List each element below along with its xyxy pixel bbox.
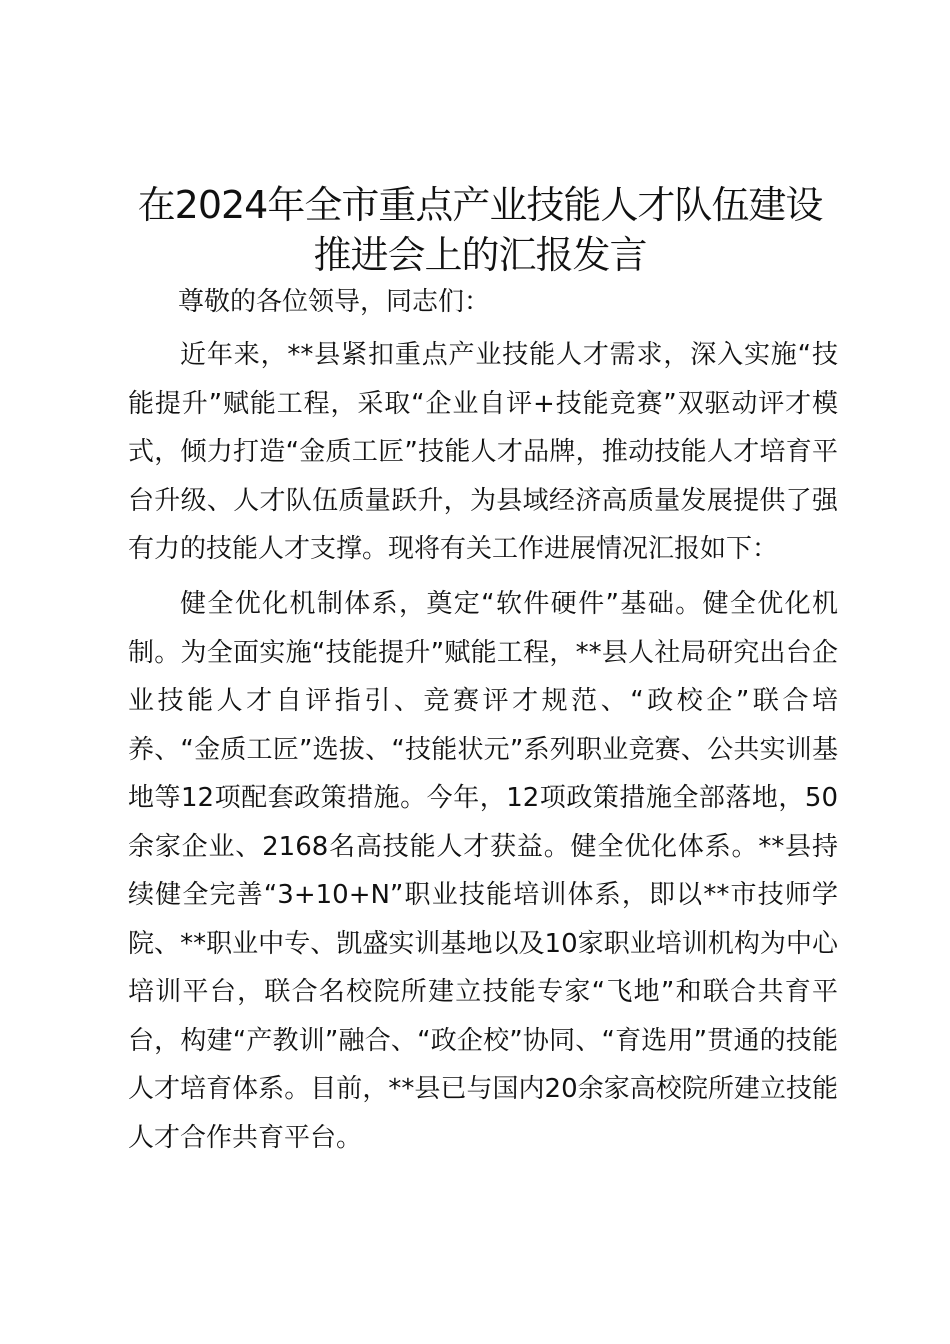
paragraph-mechanism: 健全优化机制体系，奠定“软件硬件”基础。健全优化机制。为全面实施“技能提升”赋能工程，**县人社局研究出台企业技能人才自评指引、竞赛评才规范、“政校企”联合培养、“金质工匠”选拔、“技能状元”系列职业竞赛、公共实训基地等12项配套政策措施。今年，12项政策措施全部落地，50余家企业、2168名高技能人才获益。健全优化体系。**县持续健全完善“3+10+N”职业技能培训体系，即以**市技师学院、**职业中专、凯盛实训基地以及10家职业培训机构为中心培训平台，联合名校院所建立技能专家“飞地”和联合共育平台，构建“产教训”融合、“政企校”协同、“育选用”贯通的技能人才培育体系。目前，**县已与国内20余家高校院所建立技能人才合作共育平台。 (128, 589, 838, 1153)
document-title: 在2024年全市重点产业技能人才队伍建设推进会上的汇报发言 (137, 183, 823, 277)
paragraph-intro: 近年来，**县紧扣重点产业技能人才需求，深入实施“技能提升”赋能工程，采取“企业自评+技能竞赛”双驱动评才模式，倾力打造“金质工匠”技能人才品牌，推动技能人才培育平台升级、人才队伍质量跃升，为县域经济高质量发展提供了强有力的技能人才支撑。现将有关工作进展情况汇报如下： (128, 340, 838, 564)
salutation: 尊敬的各位领导，同志们： (178, 287, 491, 317)
